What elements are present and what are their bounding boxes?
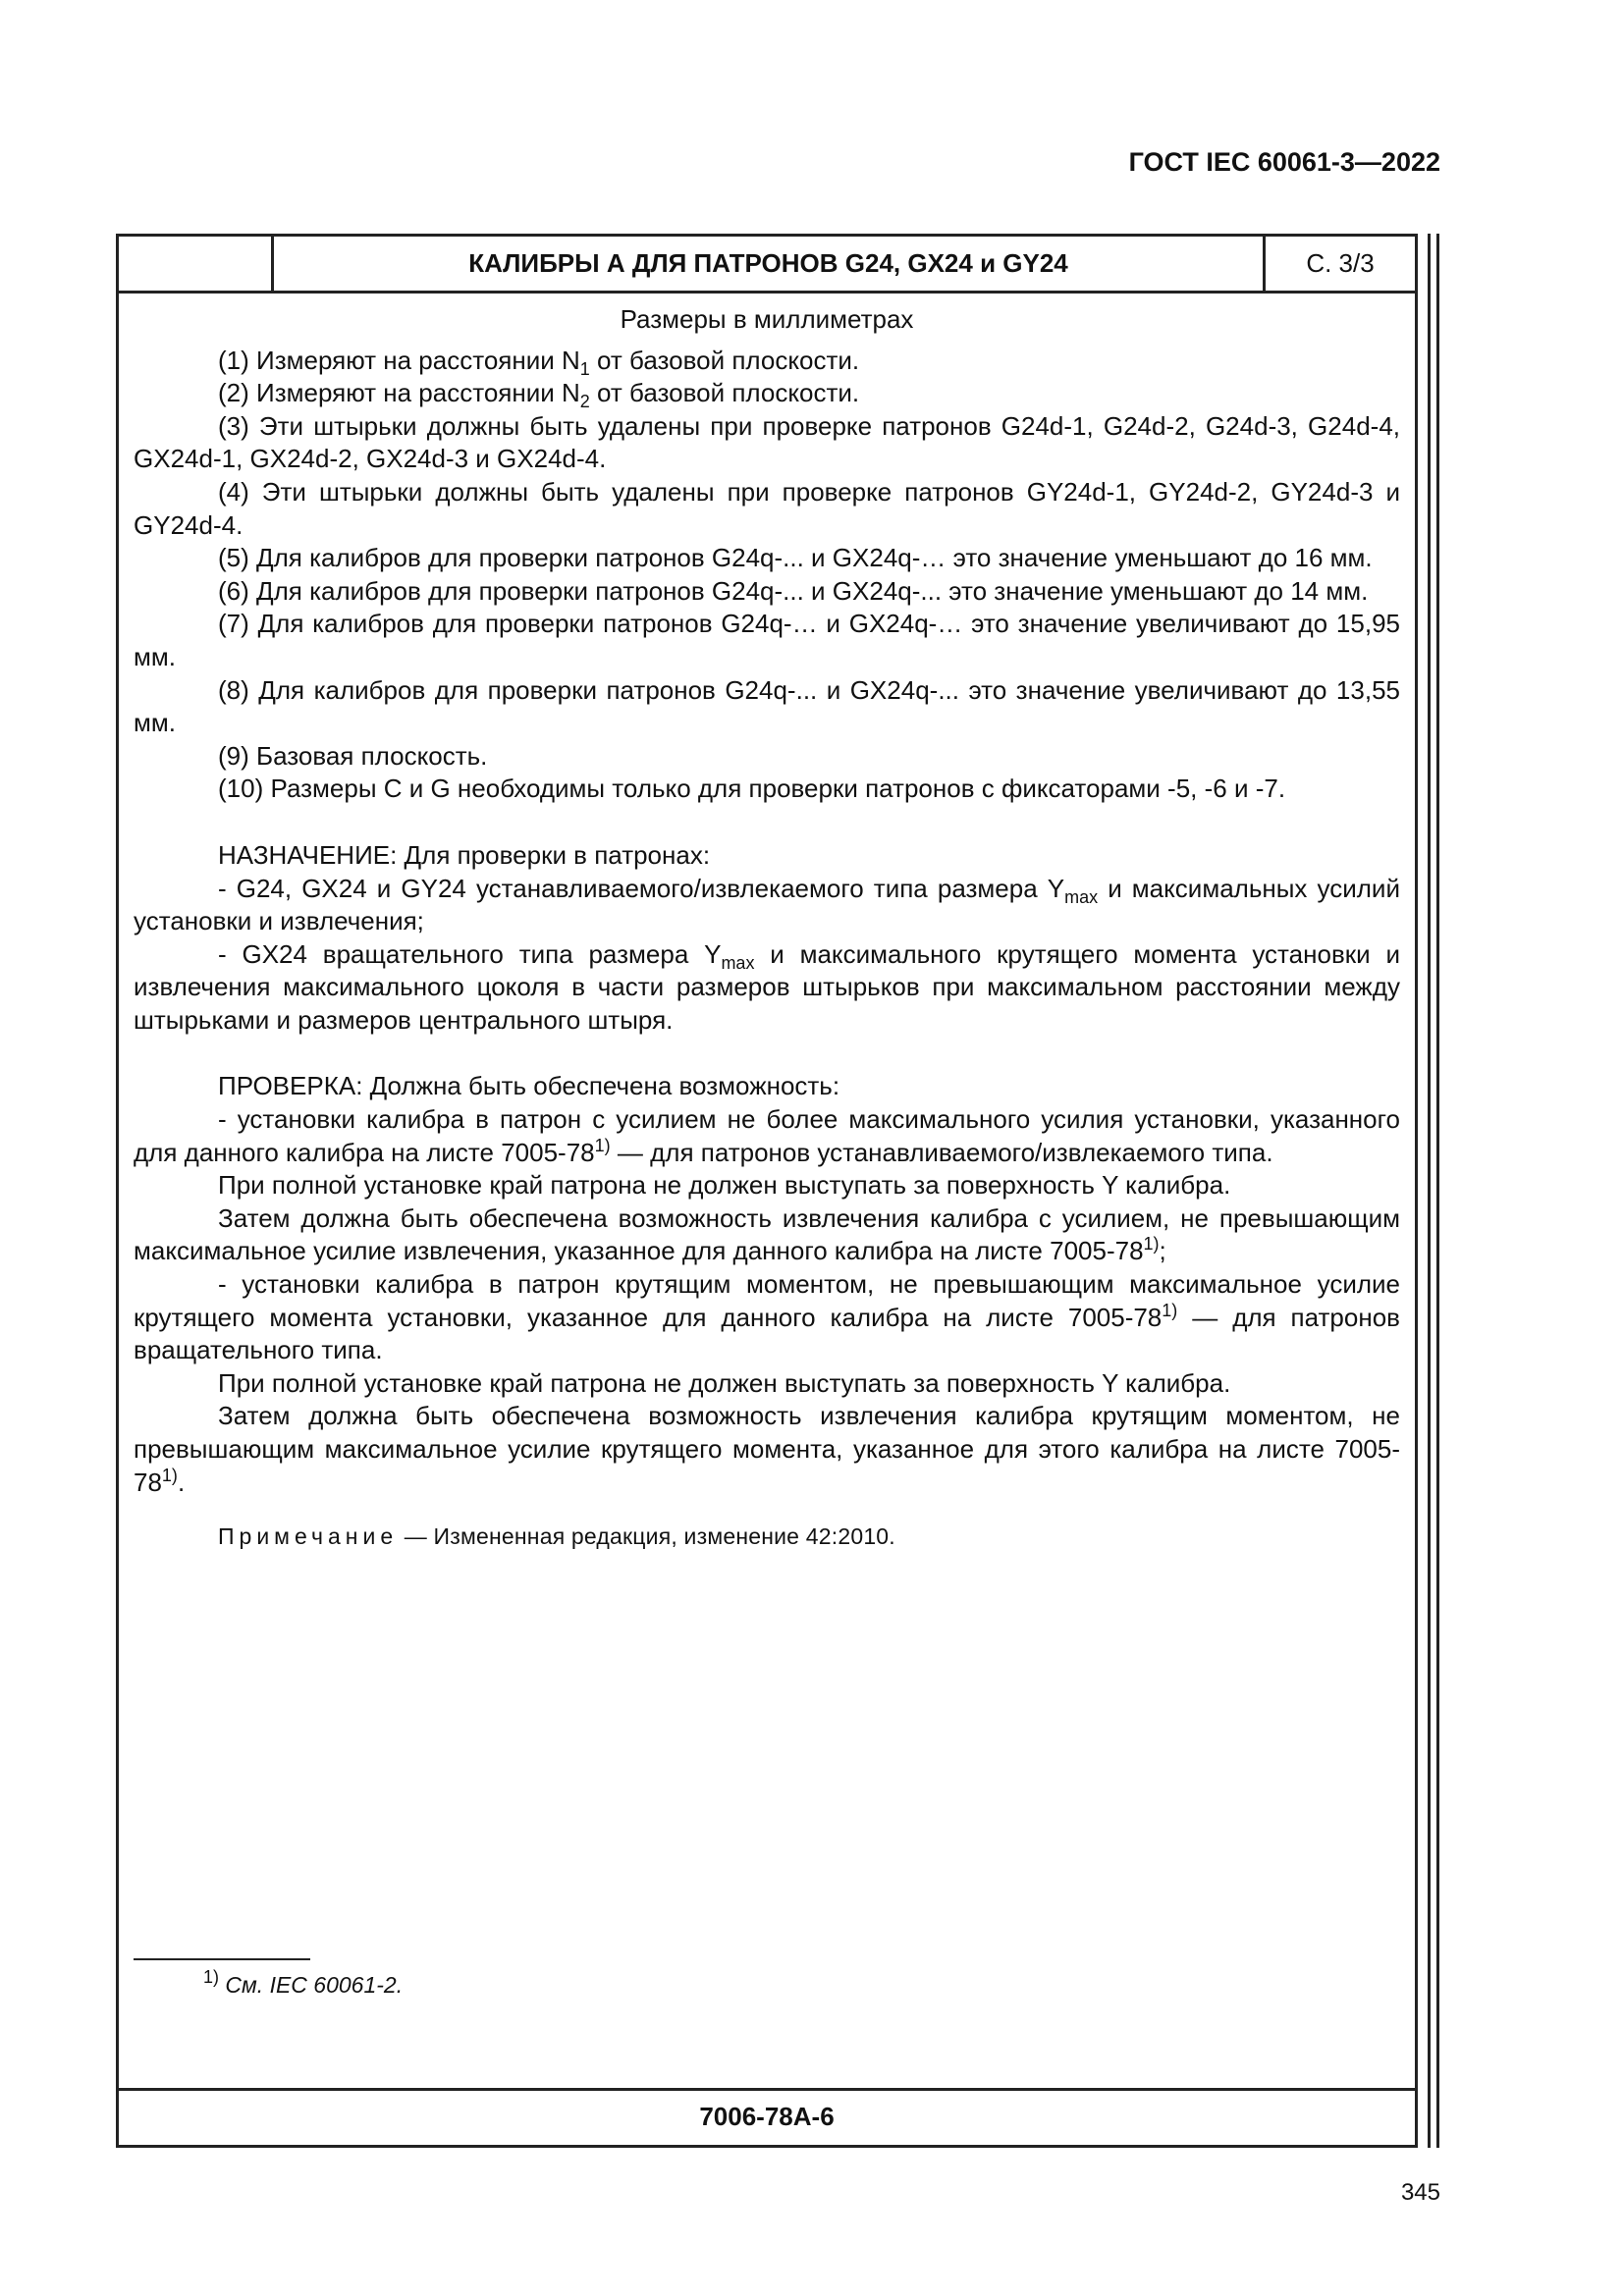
note-7: (7) Для калибров для проверки патронов G24q-… и GX24q-… это значение увеличивают до 15,95 мм.	[134, 609, 1400, 671]
check-para-5: При полной установке край патрона не должен выступать за поверхность Y калибра.	[218, 1367, 1231, 1398]
note-9: (9) Базовая плоскость.	[218, 740, 488, 771]
note-10: (10) Размеры C и G необходимы только для проверки патронов с фиксаторами -5, -6 и -7.	[218, 774, 1286, 804]
purpose-heading: НАЗНАЧЕНИЕ: Для проверки в патронах:	[218, 839, 711, 870]
check-para-2: При полной установке край патрона не должен выступать за поверхность Y калибра.	[218, 1170, 1231, 1201]
note-6: (6) Для калибров для проверки патронов G24q-... и GX24q-... это значение уменьшают до 14 мм.	[218, 575, 1369, 606]
note-5: (5) Для калибров для проверки патронов G24q-... и GX24q-… это значение уменьшают до 16 мм.	[218, 543, 1373, 573]
note-8: (8) Для калибров для проверки патронов G24q-... и GX24q-... это значение увеличивают до 13,55 мм.	[134, 674, 1400, 738]
purpose-item-2: - GX24 вращательного типа размера $Y_{max}$ и максимального крутящего момента установки и извлечения максимального цоколя в части размеров штырьков при максимальном расстоянии между штырьками и размеров центрального штыря.	[134, 938, 1400, 1035]
title-blank-cell	[119, 237, 274, 291]
remark: Примечание — Измененная редакция, изменение 42:2010.	[218, 1523, 895, 1550]
sheet-body	[134, 303, 1400, 1554]
purpose-item-1: - G24, GX24 и GY24 устанавливаемого/извлекаемого типа размера $Y_{max}$ и максимальных усилий установки и извлечения;	[134, 873, 1400, 936]
sheet-footer-code: 7006-78A-6	[119, 2088, 1415, 2145]
spacer	[134, 806, 1400, 839]
sheet-title-row	[119, 237, 1415, 294]
page-number: 345	[1400, 2179, 1440, 2206]
note-2: (2) Измеряют на расстоянии $N_2$ от базовой плоскости.	[218, 378, 860, 412]
footnote: $^{1)}$ См. IEC 60061-2.	[203, 1967, 404, 1998]
note-4: (4) Эти штырьки должны быть удалены при проверке патронов GY24d-1, GY24d-2, GY24d-3 и GY24d-4.	[134, 476, 1400, 540]
check-para-1: - установки калибра в патрон с усилием не более максимального усилия установки, указанного для данного калибра на листе 7005-78$^{1)}$ — для патронов устанавливаемого/извлекаемого типа.	[134, 1104, 1400, 1167]
check-para-6: Затем должна быть обеспечена возможность извлечения калибра крутящим моментом, не превышающим максимальное усилие крутящего момента, указанное для этого калибра на листе 7005-78$^{1)}$.	[134, 1401, 1400, 1497]
check-para-4: - установки калибра в патрон крутящим моментом, не превышающим максимальное усилие крутящего момента установки, указанное для данного калибра на листе 7005-78$^{1)}$ — для патронов вращательного типа.	[134, 1269, 1400, 1365]
sheet-page-label: С. 3/3	[1306, 248, 1375, 278]
footnote-divider	[134, 1958, 310, 1960]
sheet-frame	[116, 234, 1418, 2148]
frame-side-rule	[1436, 234, 1439, 2148]
sheet-title: КАЛИБРЫ А ДЛЯ ПАТРОНОВ G24, GX24 и GY24	[274, 237, 1266, 291]
standard-code: ГОСТ IEC 60061-3—2022	[1128, 147, 1440, 177]
frame-side-rule	[1428, 234, 1431, 2148]
units-caption: Размеры в миллиметрах	[620, 304, 914, 334]
check-para-3: Затем должна быть обеспечена возможность извлечения калибра с усилием, не превышающим максимальное усилие извлечения, указанное для данного калибра на листе 7005-78$^{1)}$;	[134, 1202, 1400, 1266]
note-1: (1) Измеряют на расстоянии $N_1$ от базовой плоскости.	[218, 345, 860, 379]
note-3: (3) Эти штырьки должны быть удалены при проверке патронов G24d-1, G24d-2, G24d-3, G24d-4, GX24d-1, GX24d-2, GX24d-3 и GX24d-4.	[134, 410, 1400, 474]
spacer	[134, 1037, 1400, 1070]
check-heading: ПРОВЕРКА: Должна быть обеспечена возможность:	[218, 1071, 840, 1101]
